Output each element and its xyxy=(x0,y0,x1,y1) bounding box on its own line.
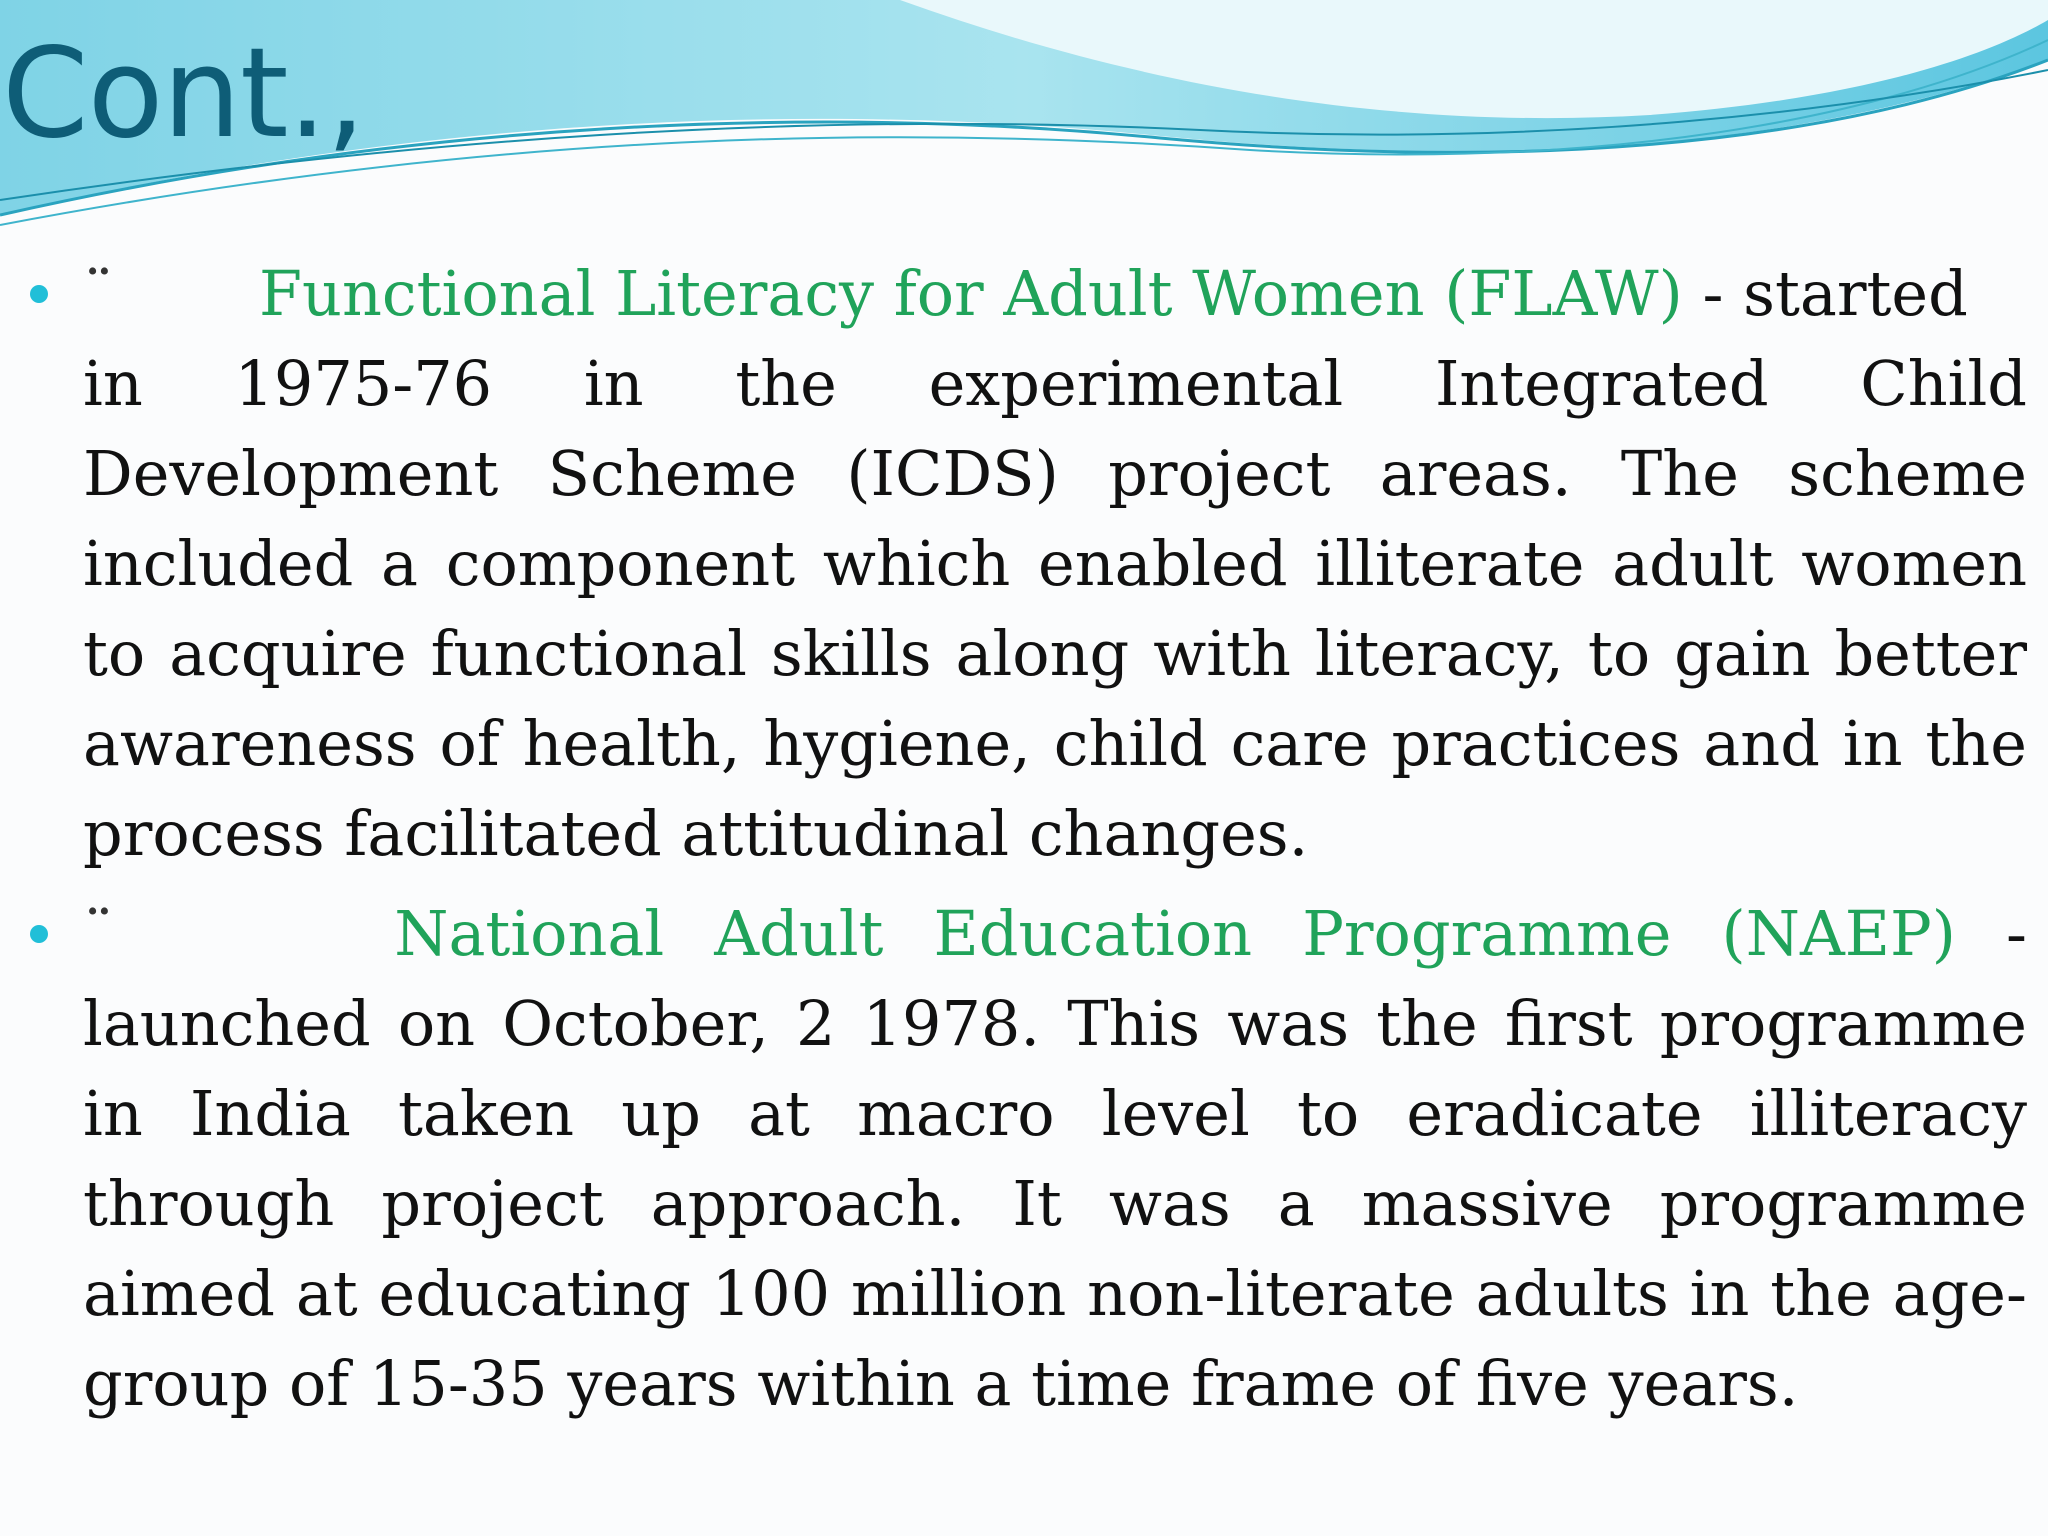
bullet-point-icon xyxy=(30,925,48,943)
bullet-2-line-4: through project approach. It was a massive programme xyxy=(83,1167,2027,1240)
bullet-1-line-7: process facilitated attitudinal changes. xyxy=(83,797,1309,870)
bullet-2-line-5: aimed at educating 100 million non-literate adults in the age- xyxy=(83,1257,2027,1330)
bullet-1-line-4: included a component which enabled illiterate adult women xyxy=(83,527,2027,600)
bullet-1-line-6: awareness of health, hygiene, child care practices and in the xyxy=(83,707,2027,780)
bullet-1-line-1 xyxy=(83,249,2027,339)
bullet-1-line-3: Development Scheme (ICDS) project areas. The scheme xyxy=(83,437,2027,510)
bullet-2-line-3: in India taken up at macro level to eradicate illiteracy xyxy=(83,1077,2027,1150)
bullet-2-line-6: group of 15-35 years within a time frame of five years. xyxy=(83,1347,1799,1420)
bullet-1-heading: Functional Literacy for Adult Women (FLAW) xyxy=(259,257,1683,330)
bullet-2-line-1: ¨ National Adult Education Programme (NAEP) - xyxy=(83,889,2027,979)
slide-title: Cont., xyxy=(2,22,365,166)
bullet-point-icon xyxy=(30,285,48,303)
bullet-1-line-2: in 1975-76 in the experimental Integrated Child xyxy=(83,347,2027,420)
bullet-1-line-5: to acquire functional skills along with literacy, to gain better xyxy=(83,617,2027,690)
bullet-2-marker: ¨ xyxy=(83,897,114,970)
bullet-1-text: - started xyxy=(1702,257,1968,330)
bullet-1-marker: ¨ xyxy=(83,257,114,330)
bullet-2-line-2: launched on October, 2 1978. This was the first programme xyxy=(83,987,2027,1060)
